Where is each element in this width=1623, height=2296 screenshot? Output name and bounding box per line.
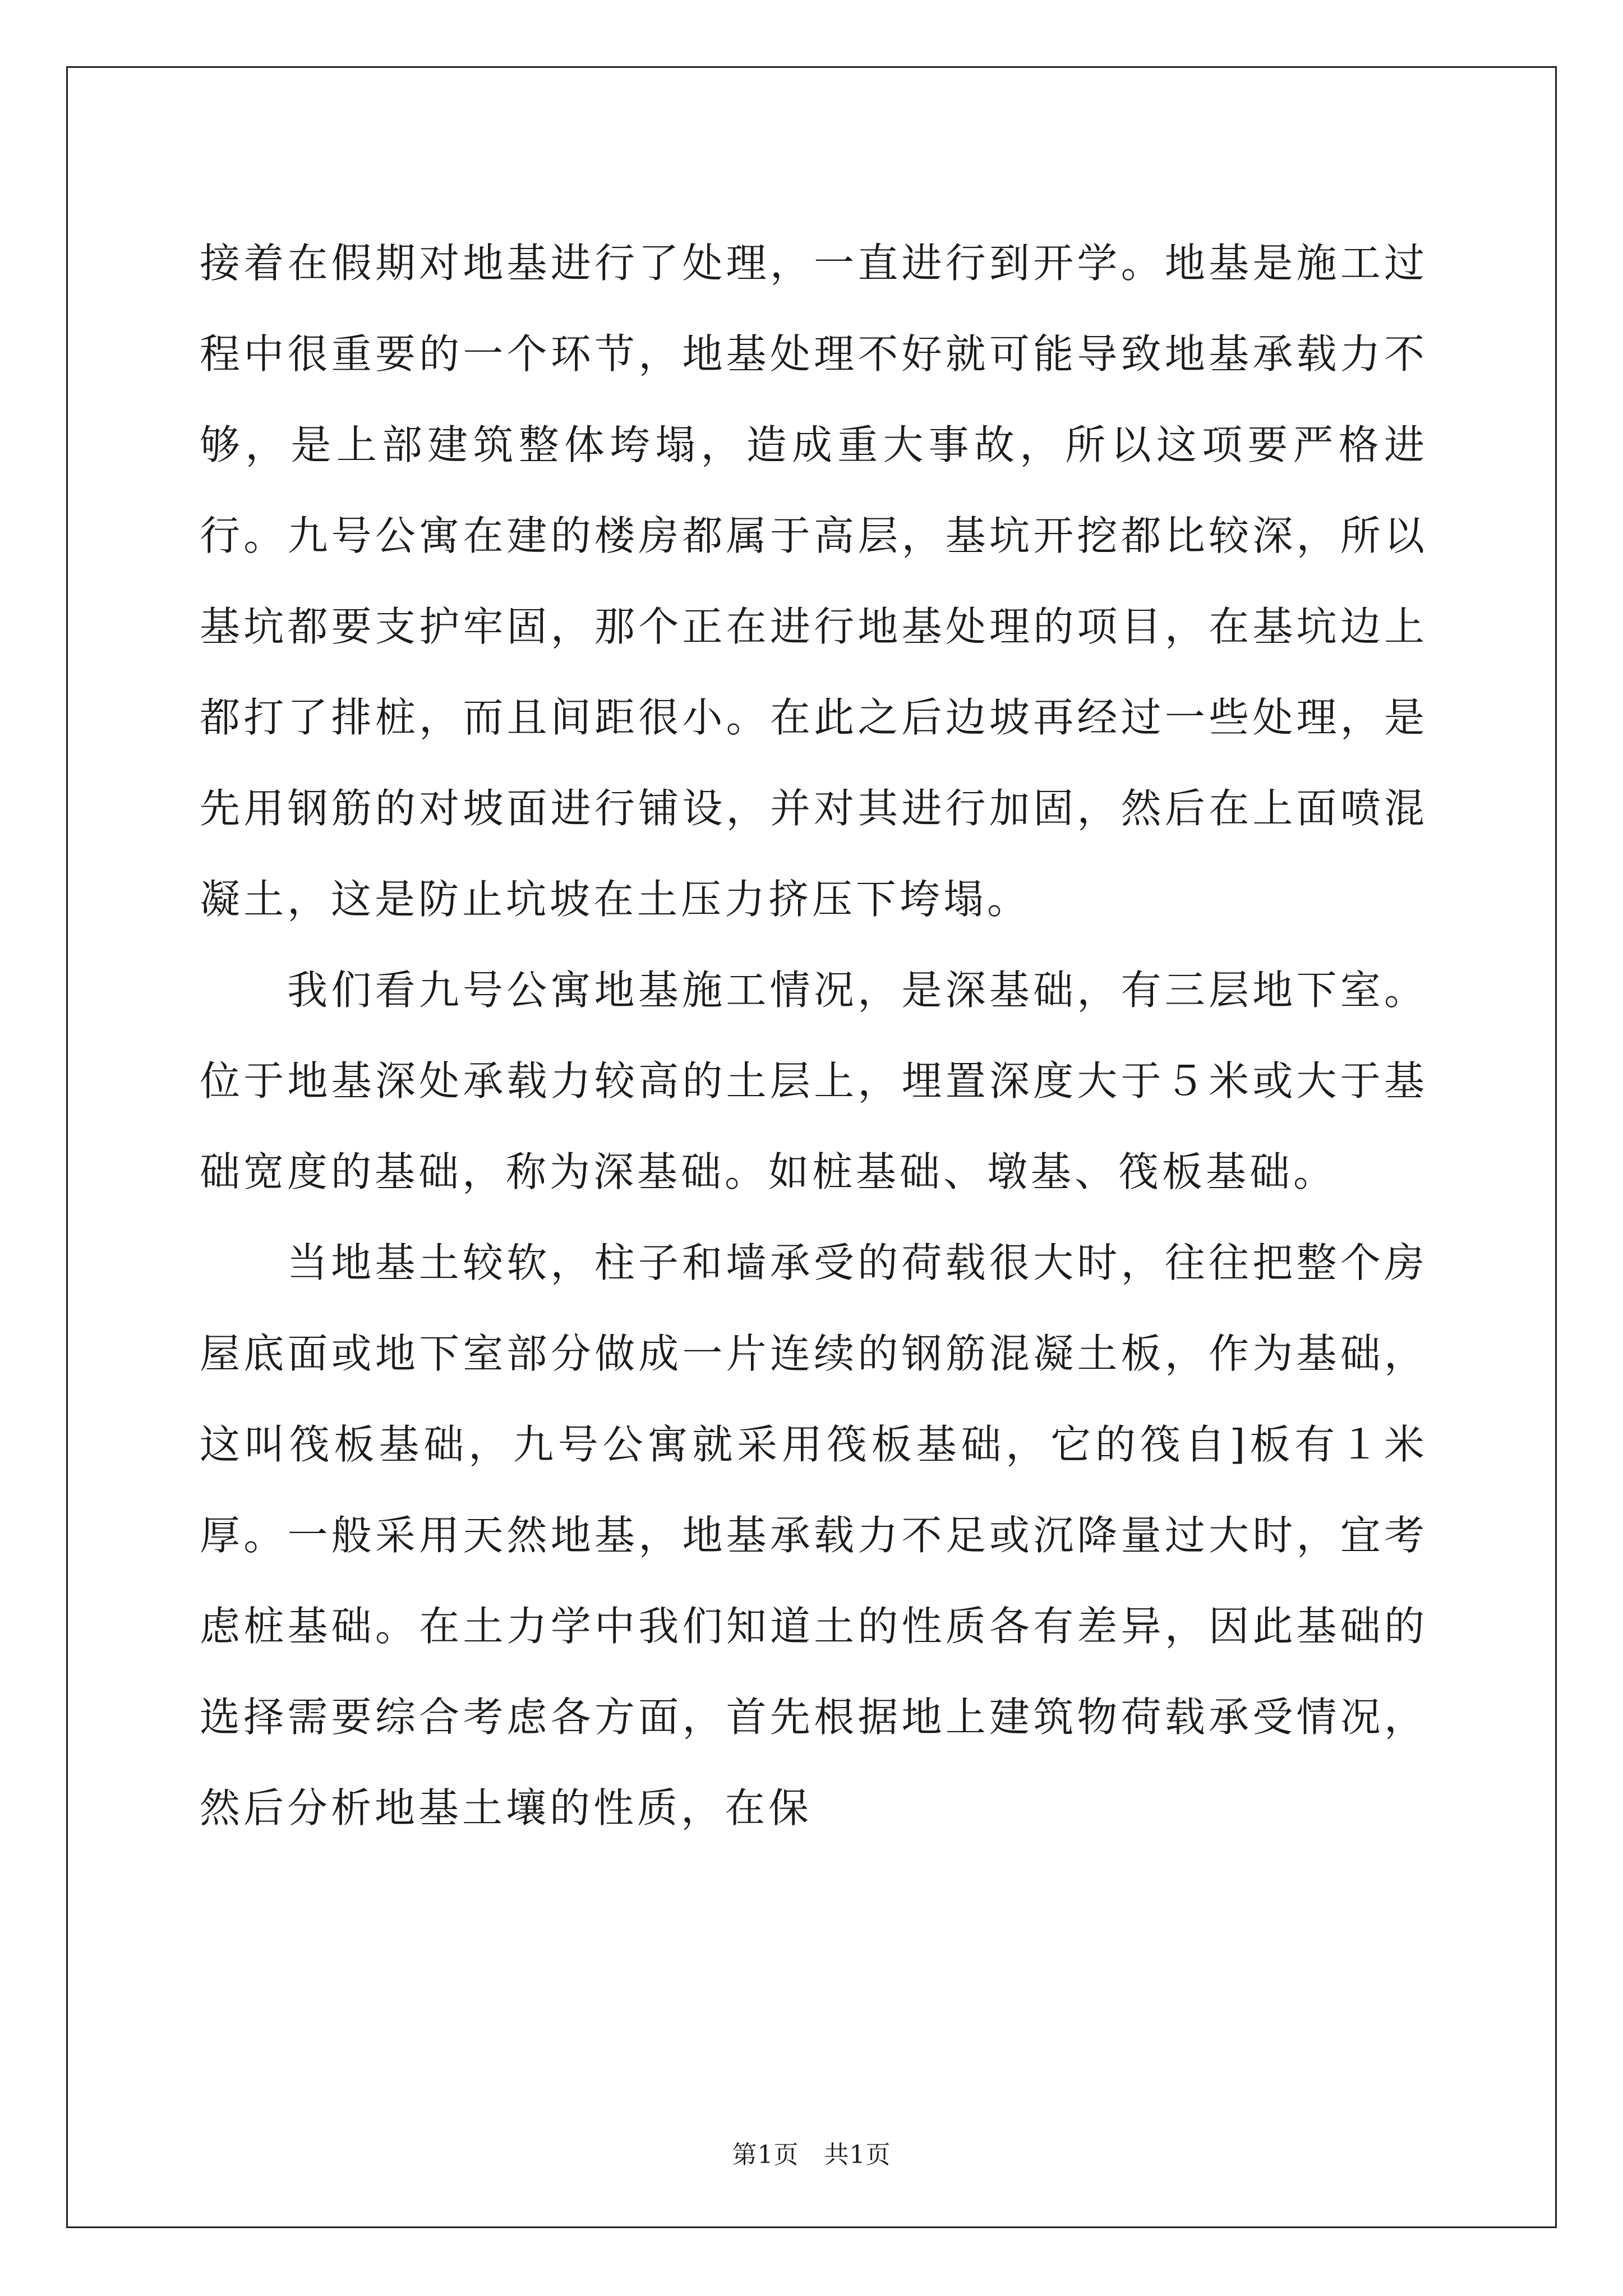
page-total: 共1页 <box>824 2141 891 2169</box>
paragraph-2: 我们看九号公寓地基施工情况，是深基础，有三层地下室。位于地基深处承载力较高的土层上，埋置深度大于５米或大于基础宽度的基础，称为深基础。如桩基础、墩基、筏板基础。 <box>200 967 1428 1195</box>
footer-separator <box>799 2141 824 2169</box>
paragraph-3: 当地基土较软，柱子和墙承受的荷载很大时，往往把整个房屋底面或地下室部分做成一片连续的钢筋混凝土板，作为基础，这叫筏板基础，九号公寓就采用筏板基础，它的筏自]板有１米厚。一般采用天然地基，地基承载力不足或沉降量过大时，宜考虑桩基础。在土力学中我们知道土的性质各有差异，因此基础的选择需要综合考虑各方面，首先根据地上建筑物荷载承受情况，然后分析地基土壤的性质，在保 <box>200 1239 1428 1832</box>
page-footer <box>0 2138 1623 2172</box>
paragraph-1: 接着在假期对地基进行了处理，一直进行到开学。地基是施工过程中很重要的一个环节，地基处理不好就可能导致地基承载力不够，是上部建筑整体垮塌，造成重大事故，所以这项要严格进行。九号公寓在建的楼房都属于高层，基坑开挖都比较深，所以基坑都要支护牢固，那个正在进行地基处理的项目，在基坑边上都打了排桩，而且间距很小。在此之后边坡再经过一些处理，是先用钢筋的对坡面进行铺设，并对其进行加固，然后在上面喷混凝土，这是防止坑坡在土压力挤压下垮塌。 <box>200 240 1428 923</box>
page-number: 第1页 <box>732 2141 799 2169</box>
document-body <box>200 218 1428 1853</box>
